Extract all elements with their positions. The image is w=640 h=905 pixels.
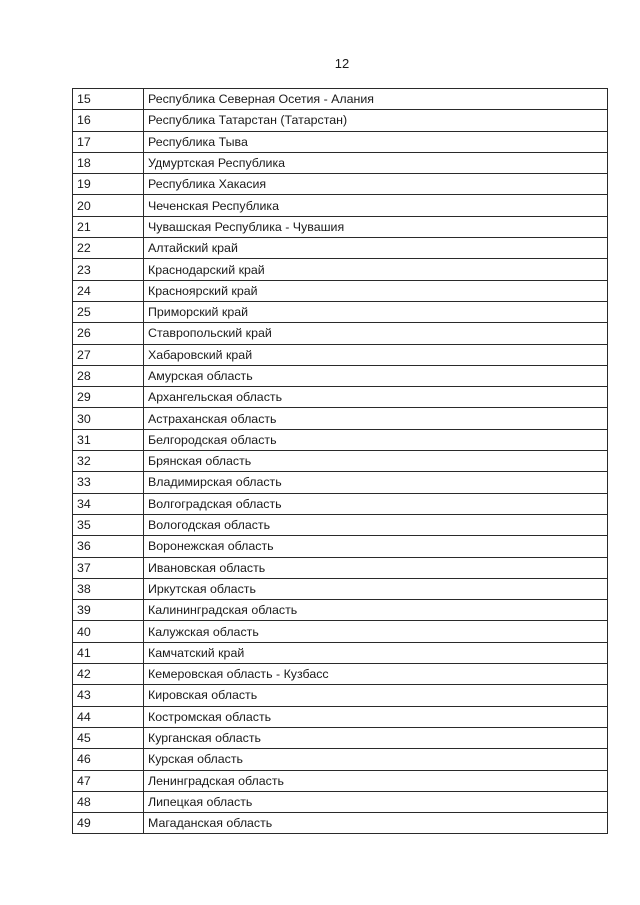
row-number-cell: 36 <box>73 536 144 557</box>
row-number-cell: 20 <box>73 195 144 216</box>
row-number-cell: 15 <box>73 89 144 110</box>
table-row <box>73 365 608 386</box>
region-name-cell: Ленинградская область <box>144 770 608 791</box>
row-number-cell: 19 <box>73 174 144 195</box>
regions-table <box>72 88 608 834</box>
region-name-cell: Калужская область <box>144 621 608 642</box>
region-name-cell: Чеченская Республика <box>144 195 608 216</box>
row-number-cell: 46 <box>73 749 144 770</box>
region-name-cell: Воронежская область <box>144 536 608 557</box>
row-number-cell: 45 <box>73 727 144 748</box>
region-name-cell: Липецкая область <box>144 791 608 812</box>
region-name-cell: Иркутская область <box>144 578 608 599</box>
region-name-cell: Алтайский край <box>144 238 608 259</box>
table-row <box>73 770 608 791</box>
region-name-cell: Архангельская область <box>144 387 608 408</box>
row-number-cell: 41 <box>73 642 144 663</box>
region-name-cell: Хабаровский край <box>144 344 608 365</box>
row-number-cell: 30 <box>73 408 144 429</box>
table-row <box>73 259 608 280</box>
region-name-cell: Приморский край <box>144 301 608 322</box>
row-number-cell: 44 <box>73 706 144 727</box>
region-name-cell: Брянская область <box>144 451 608 472</box>
region-name-cell: Республика Татарстан (Татарстан) <box>144 110 608 131</box>
table-row <box>73 664 608 685</box>
region-name-cell: Камчатский край <box>144 642 608 663</box>
table-row <box>73 110 608 131</box>
row-number-cell: 34 <box>73 493 144 514</box>
row-number-cell: 43 <box>73 685 144 706</box>
row-number-cell: 38 <box>73 578 144 599</box>
region-name-cell: Амурская область <box>144 365 608 386</box>
row-number-cell: 47 <box>73 770 144 791</box>
region-name-cell: Волгоградская область <box>144 493 608 514</box>
row-number-cell: 33 <box>73 472 144 493</box>
row-number-cell: 18 <box>73 152 144 173</box>
table-row <box>73 472 608 493</box>
region-name-cell: Чувашская Республика - Чувашия <box>144 216 608 237</box>
row-number-cell: 37 <box>73 557 144 578</box>
row-number-cell: 29 <box>73 387 144 408</box>
table-row <box>73 301 608 322</box>
region-name-cell: Курская область <box>144 749 608 770</box>
table-row <box>73 429 608 450</box>
region-name-cell: Республика Тыва <box>144 131 608 152</box>
region-name-cell: Красноярский край <box>144 280 608 301</box>
table-row <box>73 791 608 812</box>
row-number-cell: 48 <box>73 791 144 812</box>
row-number-cell: 17 <box>73 131 144 152</box>
region-name-cell: Астраханская область <box>144 408 608 429</box>
region-name-cell: Белгородская область <box>144 429 608 450</box>
row-number-cell: 42 <box>73 664 144 685</box>
row-number-cell: 40 <box>73 621 144 642</box>
row-number-cell: 27 <box>73 344 144 365</box>
row-number-cell: 31 <box>73 429 144 450</box>
table-row <box>73 706 608 727</box>
row-number-cell: 16 <box>73 110 144 131</box>
table-row <box>73 493 608 514</box>
table-row <box>73 152 608 173</box>
region-name-cell: Кемеровская область - Кузбасс <box>144 664 608 685</box>
table-row <box>73 408 608 429</box>
region-name-cell: Удмуртская Республика <box>144 152 608 173</box>
table-row <box>73 578 608 599</box>
row-number-cell: 28 <box>73 365 144 386</box>
table-row <box>73 727 608 748</box>
region-name-cell: Магаданская область <box>144 813 608 834</box>
region-name-cell: Краснодарский край <box>144 259 608 280</box>
region-name-cell: Калининградская область <box>144 600 608 621</box>
row-number-cell: 26 <box>73 323 144 344</box>
row-number-cell: 25 <box>73 301 144 322</box>
region-name-cell: Курганская область <box>144 727 608 748</box>
region-name-cell: Ивановская область <box>144 557 608 578</box>
region-name-cell: Ставропольский край <box>144 323 608 344</box>
regions-table-body <box>73 89 608 834</box>
table-row <box>73 174 608 195</box>
region-name-cell: Вологодская область <box>144 514 608 535</box>
table-row <box>73 685 608 706</box>
table-row <box>73 621 608 642</box>
row-number-cell: 49 <box>73 813 144 834</box>
row-number-cell: 22 <box>73 238 144 259</box>
region-name-cell: Республика Хакасия <box>144 174 608 195</box>
table-row <box>73 344 608 365</box>
table-row <box>73 323 608 344</box>
region-name-cell: Кировская область <box>144 685 608 706</box>
table-row <box>73 600 608 621</box>
row-number-cell: 32 <box>73 451 144 472</box>
region-name-cell: Костромская область <box>144 706 608 727</box>
table-row <box>73 216 608 237</box>
table-row <box>73 451 608 472</box>
row-number-cell: 21 <box>73 216 144 237</box>
row-number-cell: 35 <box>73 514 144 535</box>
table-row <box>73 514 608 535</box>
table-row <box>73 557 608 578</box>
table-row <box>73 749 608 770</box>
table-row <box>73 642 608 663</box>
table-row <box>73 89 608 110</box>
region-name-cell: Владимирская область <box>144 472 608 493</box>
row-number-cell: 23 <box>73 259 144 280</box>
table-row <box>73 280 608 301</box>
row-number-cell: 39 <box>73 600 144 621</box>
table-row <box>73 195 608 216</box>
table-row <box>73 387 608 408</box>
table-row <box>73 238 608 259</box>
page-number: 12 <box>334 56 350 71</box>
row-number-cell: 24 <box>73 280 144 301</box>
table-row <box>73 813 608 834</box>
table-row <box>73 536 608 557</box>
table-row <box>73 131 608 152</box>
region-name-cell: Республика Северная Осетия - Алания <box>144 89 608 110</box>
